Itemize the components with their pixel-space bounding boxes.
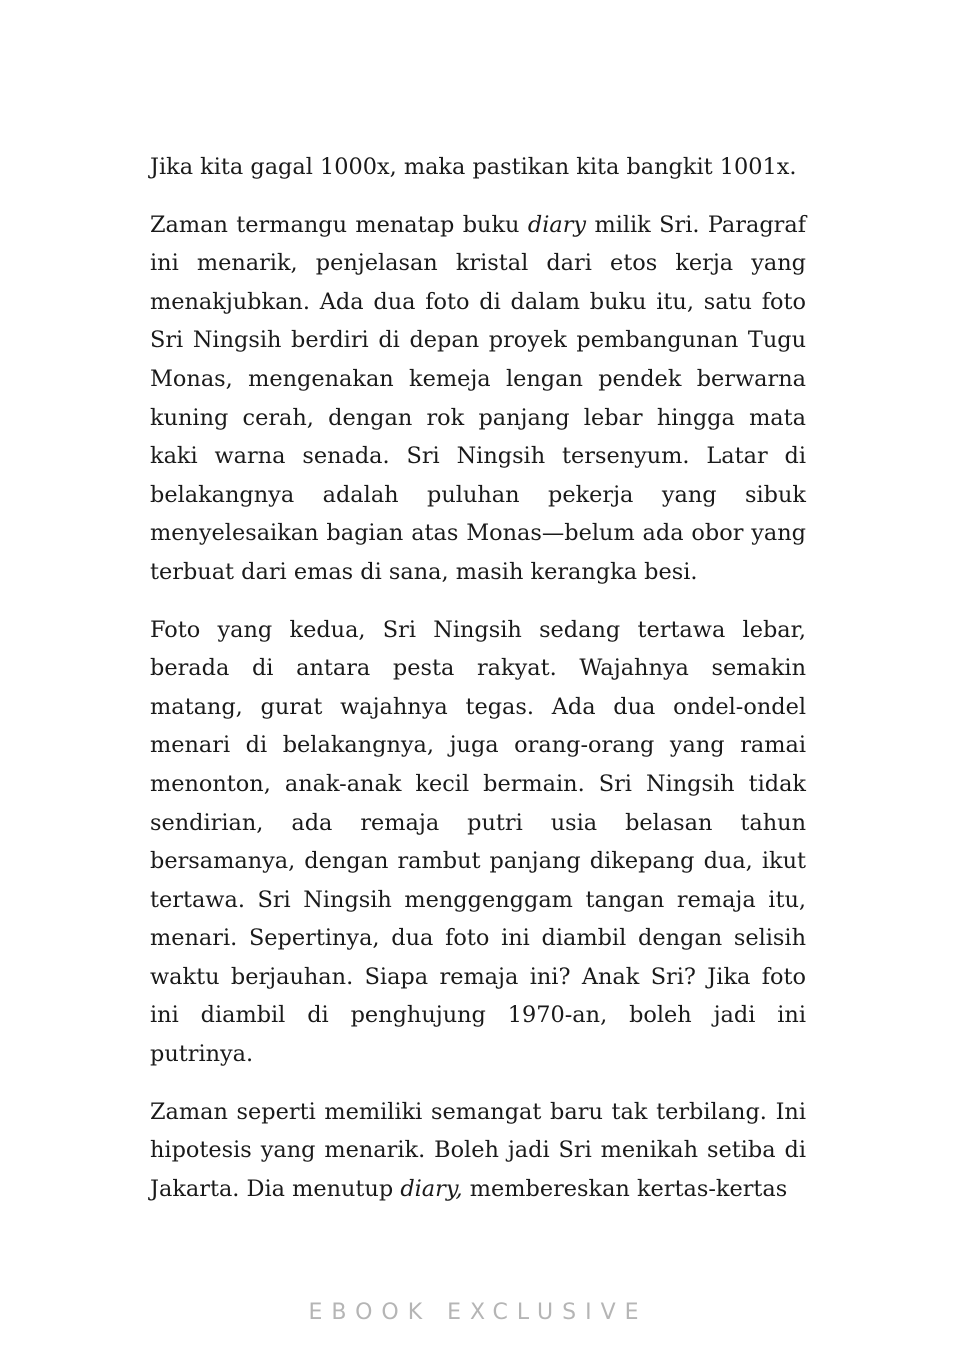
paragraph-3	[150, 1093, 806, 1209]
paragraph-1-text-b: milik Sri. Paragraf ini menarik, penjelasan kristal dari etos kerja yang menakjubkan. Ada dua foto di dalam buku itu, satu foto Sri Ningsih berdiri di depan proyek pembangunan Tugu Monas, mengenakan kemeja lengan pendek berwarna kuning cerah, dengan rok panjang lebar hingga mata kaki warna senada. Sri Ningsih tersenyum. Latar di belakangnya adalah puluhan pekerja yang sibuk menyelesaikan bagian atas Monas—belum ada obor yang terbuat dari emas di sana, masih kerangka besi.	[150, 211, 806, 585]
paragraph-1-text-a: Zaman termangu menatap buku	[150, 211, 528, 238]
paragraph-quote: Jika kita gagal 1000x, maka pastikan kita bangkit 1001x.	[150, 154, 797, 180]
paragraph-3-italic-diary: diary,	[400, 1175, 463, 1202]
paragraph-3-text-a: Zaman seperti memiliki semangat baru tak terbilang. Ini hipotesis yang menarik. Boleh jadi Sri menikah setiba di Jakarta. Dia menutup	[150, 1098, 806, 1202]
paragraph-2: Foto yang kedua, Sri Ningsih sedang tertawa lebar, berada di antara pesta rakyat. Wajahnya semakin matang, gurat wajahnya tegas. Ada dua ondel-ondel menari di belakangnya, juga orang-orang yang ramai menonton, anak-anak kecil bermain. Sri Ningsih tidak sendirian, ada remaja putri usia belasan tahun bersamanya, dengan rambut panjang dikepang dua, ikut tertawa. Sri Ningsih menggenggam tangan remaja itu, menari. Sepertinya, dua foto ini diambil dengan selisih waktu berjauhan. Siapa remaja ini? Anak Sri? Jika foto ini diambil di penghujung 1970-an, boleh jadi ini putrinya.	[150, 616, 806, 1068]
ebook-exclusive-footer: EBOOK EXCLUSIVE	[308, 1300, 648, 1325]
paragraph-1	[150, 206, 806, 592]
paragraph-3-text-b: membereskan kertas-kertas	[462, 1175, 788, 1202]
book-page	[150, 148, 806, 1227]
paragraph-1-italic-diary: diary	[527, 211, 587, 238]
